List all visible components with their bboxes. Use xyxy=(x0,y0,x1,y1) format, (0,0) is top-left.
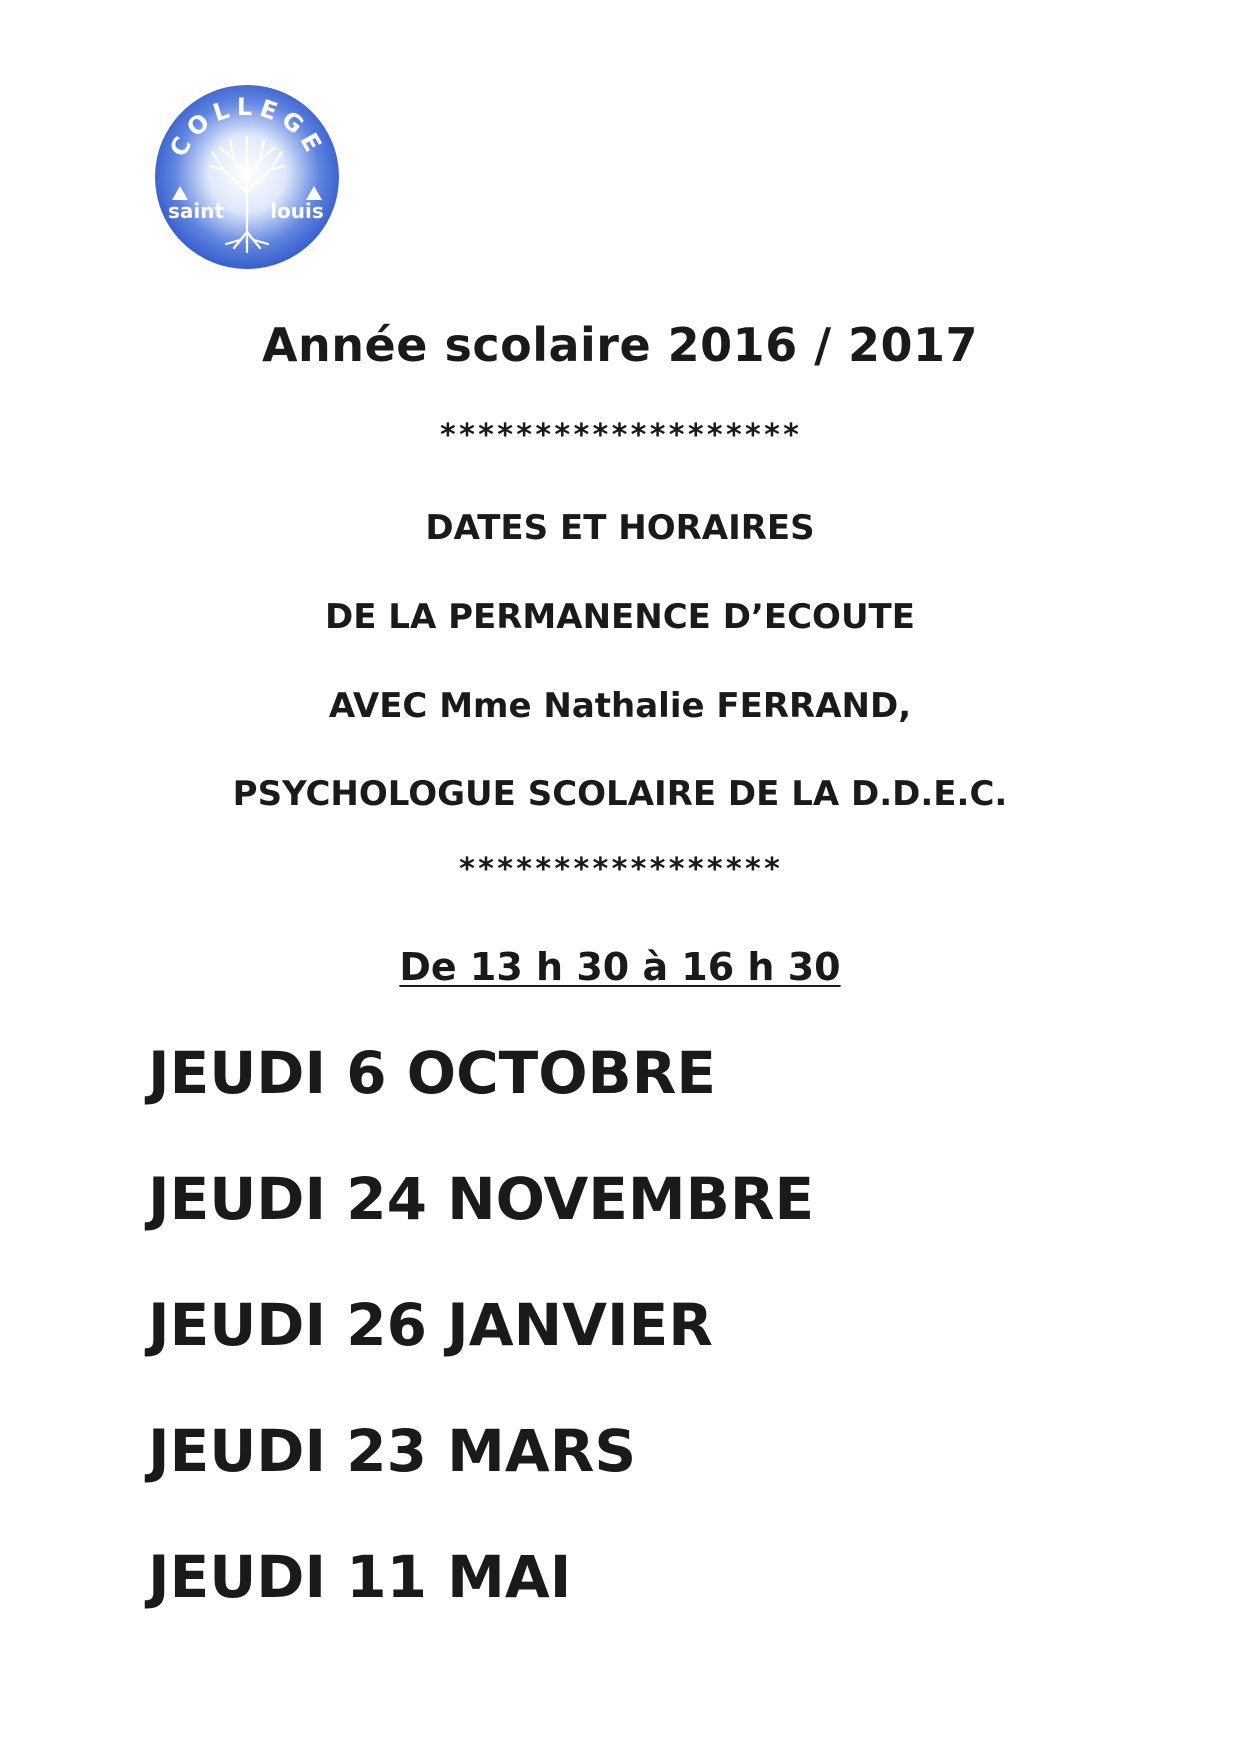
dates-list xyxy=(148,1040,814,1670)
date-item: JEUDI 11 MAI xyxy=(148,1543,572,1611)
separator-stars-bottom: ***************** xyxy=(457,852,783,887)
date-item: JEUDI 6 OCTOBRE xyxy=(148,1039,716,1107)
date-item: JEUDI 24 NOVEMBRE xyxy=(148,1165,815,1233)
hours-text: De 13 h 30 à 16 h 30 xyxy=(399,945,841,989)
heading-line-psychologist-role: PSYCHOLOGUE SCOLAIRE DE LA D.D.E.C. xyxy=(232,774,1008,814)
college-logo xyxy=(152,82,342,272)
school-year-title: Année scolaire 2016 / 2017 xyxy=(261,318,979,372)
date-item: JEUDI 26 JANVIER xyxy=(148,1291,713,1359)
separator-stars-top: ******************* xyxy=(438,418,802,453)
heading-line-psychologist-name: AVEC Mme Nathalie FERRAND, xyxy=(328,686,912,726)
logo-top-textpath: COLLEGE xyxy=(164,92,330,162)
heading-line-dates-hours: DATES ET HORAIRES xyxy=(425,508,815,548)
logo-word-saint: saint xyxy=(167,199,225,223)
hours-line xyxy=(0,945,1240,989)
logo-word-louis: louis xyxy=(270,199,324,223)
date-item: JEUDI 23 MARS xyxy=(148,1417,637,1485)
heading-line-permanence: DE LA PERMANENCE D’ECOUTE xyxy=(325,597,915,637)
college-logo-seal xyxy=(152,82,342,272)
